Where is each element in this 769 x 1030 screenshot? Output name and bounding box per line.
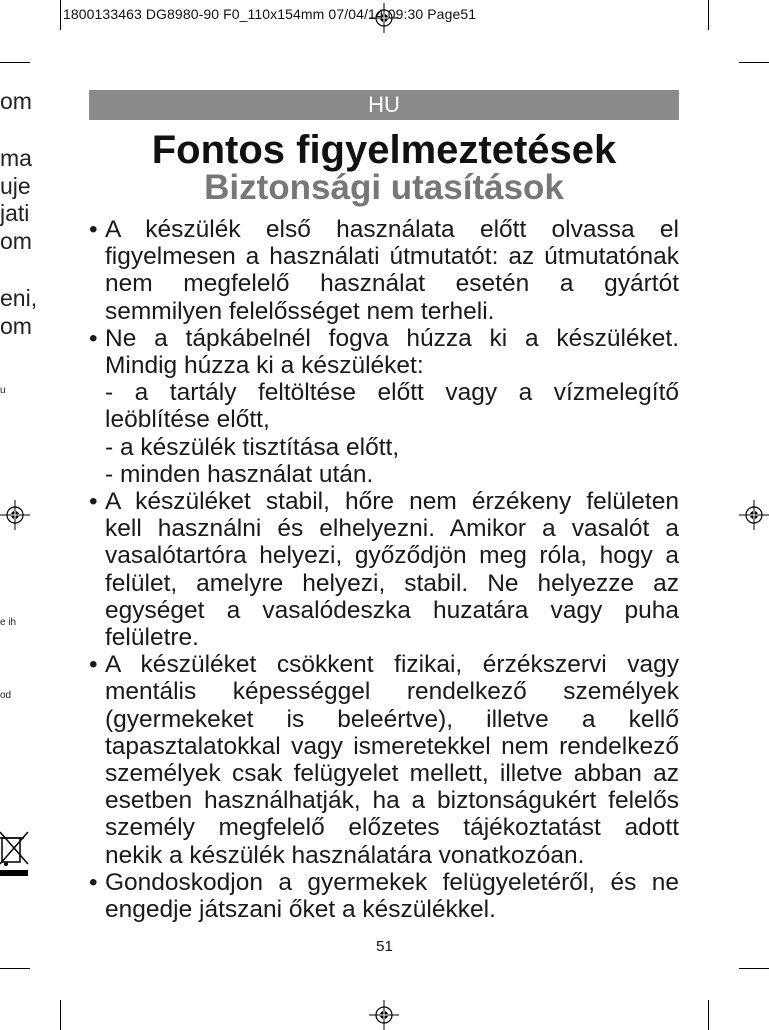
warning-line: figyelmesen a használati útmutatót: az útmutatónak (105, 243, 679, 271)
warning-item (89, 869, 679, 923)
warning-line: mentális képességgel rendelkező személyek (105, 678, 679, 706)
warning-item (89, 488, 679, 651)
fragment-text: od (0, 690, 12, 701)
warning-item (89, 325, 679, 488)
fragment-text: jati (0, 200, 30, 226)
warning-line: vasalótartóra helyezi, győződjön meg róla, hogy a (105, 542, 679, 570)
print-header: 1800133463 DG8980-90 F0_110x154mm 07/04/14 09:30 Page51 (63, 6, 477, 22)
warning-line: esetben használhatják, ha a biztonságukért felelős (105, 787, 679, 815)
warning-line: személyek csak felügyelet mellett, illetve abban az (105, 760, 679, 788)
warning-line: engedje játszani őket a készülékkel. (105, 896, 496, 924)
registration-crosshair-icon (739, 500, 769, 530)
crossed-out-bin-icon (0, 830, 30, 876)
page-subtitle: Biztonsági utasítások (204, 168, 564, 207)
warning-line: semmilyen felelősséget nem terheli. (105, 297, 495, 325)
fragment-text: ma (0, 145, 32, 171)
warning-line: • A készüléket csökkent fizikai, érzékszervi vagy (105, 651, 679, 679)
fragment-text: e ih (0, 617, 17, 628)
fragment-text: uje (0, 173, 31, 199)
warning-line: - a tartály feltöltése előtt vagy a vízmelegítő (105, 379, 679, 407)
warning-line: leöblítése előtt, (105, 406, 270, 434)
warning-list (89, 216, 679, 923)
warning-line: személy megfelelő előzetes tájékoztatást adott (105, 814, 679, 842)
warning-line: • Ne a tápkábelnél fogva húzza ki a készüléket. (105, 324, 679, 352)
warning-line: felületre. (105, 624, 199, 652)
warning-line: nem megfelelő használat esetén a gyártót (105, 270, 679, 298)
crop-mark-top-right (708, 0, 709, 30)
crop-mark-bottom-right (708, 1000, 709, 1030)
crop-mark-right-top (739, 62, 769, 63)
warning-line: kell használni és elhelyezni. Amikor a vasalót a (105, 515, 679, 543)
warning-line: • A készüléket stabil, hőre nem érzékeny felületen (105, 488, 679, 516)
fragment-text: om (0, 88, 32, 114)
crop-mark-left-top (0, 62, 30, 63)
warning-line: felület, amelyre helyezi, stabil. Ne helyezze az (105, 569, 679, 597)
warning-line: • Gondoskodjon a gyermekek felügyeletéről, és ne (105, 868, 679, 896)
warning-line: (gyermekeket is beleértve), illetve a kellő (105, 705, 679, 733)
crop-mark-right-bottom (739, 968, 769, 969)
language-tab (89, 90, 679, 120)
warning-line: Mindig húzza ki a készüléket: (105, 352, 424, 380)
warning-line: egységet a vasalódeszka huzatára vagy puha (105, 596, 679, 624)
warning-line: nekik a készülék használatára vonatkozóan. (105, 841, 585, 869)
registration-crosshair-icon (369, 1000, 399, 1030)
crop-mark-bottom-left (60, 1000, 61, 1030)
fragment-text: u (0, 385, 6, 396)
warning-line: - minden használat után. (105, 460, 374, 488)
page-title: Fontos figyelmeztetések (151, 128, 617, 172)
fragment-text: eni, (0, 285, 38, 311)
registration-crosshair-icon (0, 500, 30, 530)
crop-mark-top-left (60, 0, 61, 30)
warning-item (89, 651, 679, 869)
page-number: 51 (376, 938, 393, 955)
warning-line: • A készülék első használata előtt olvassa el (105, 216, 679, 243)
warning-item (89, 216, 679, 325)
crop-mark-left-bottom (0, 968, 30, 969)
warning-line: tapasztalatokkal vagy ismeretekkel nem rendelkező (105, 732, 679, 760)
fragment-text: om (0, 313, 32, 339)
language-code: HU (368, 92, 400, 117)
fragment-text: om (0, 228, 32, 254)
warning-line: - a készülék tisztítása előtt, (105, 433, 400, 461)
